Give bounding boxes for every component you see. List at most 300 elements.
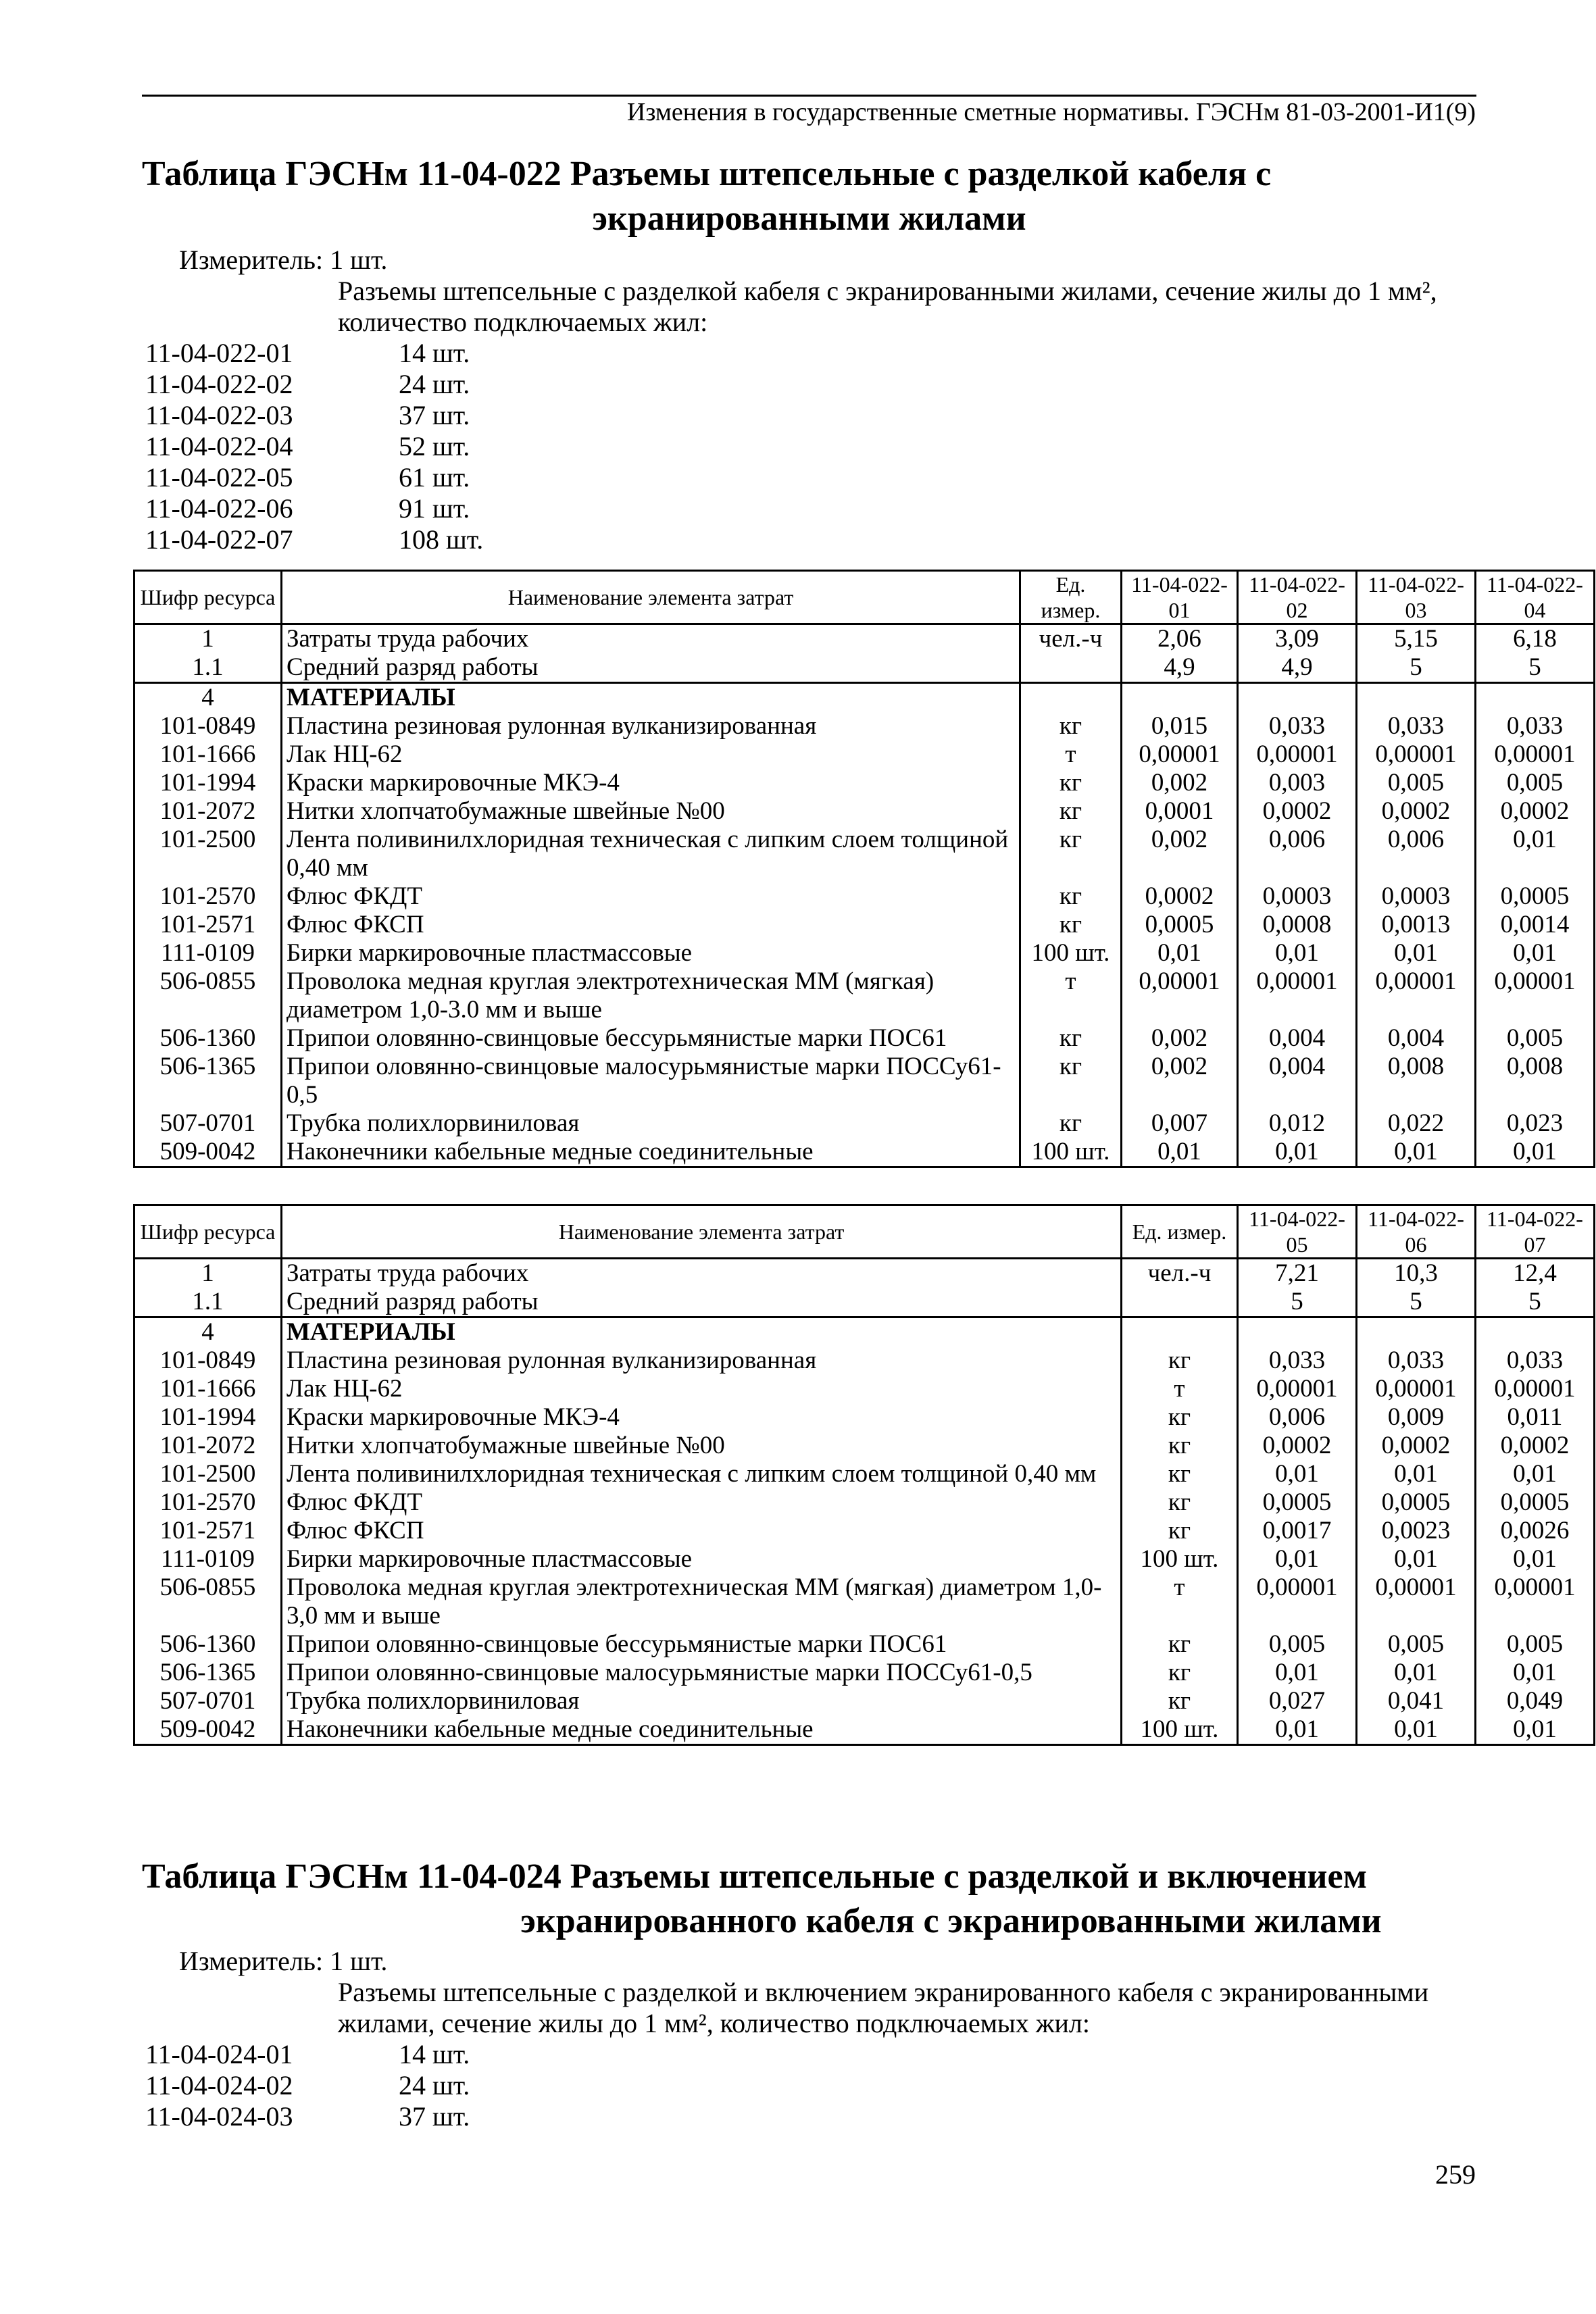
- code-row: [145, 338, 483, 369]
- table-title-line1: Таблица ГЭСНм 11-04-024 Разъемы штепсельные с разделкой и включением: [142, 1857, 1368, 1896]
- norm-value: 0,0017: [1238, 1517, 1357, 1545]
- resource-unit: кг: [1122, 1347, 1238, 1375]
- norm-value: 0,033: [1238, 712, 1357, 740]
- resource-unit: т: [1122, 1375, 1238, 1403]
- norm-value: 0,01: [1357, 1715, 1476, 1745]
- resource-unit: [1122, 1317, 1238, 1347]
- resource-unit: кг: [1122, 1659, 1238, 1687]
- norm-value: 0,0002: [1476, 1432, 1595, 1460]
- norm-value: 0,0005: [1122, 911, 1238, 939]
- resource-unit: т: [1020, 740, 1122, 769]
- resource-name: Краски маркировочные МКЭ-4: [282, 769, 1020, 797]
- resource-name: Затраты труда рабочих: [282, 1259, 1122, 1288]
- resource-name: Припои оловянно-свинцовые малосурьмянистые марки ПОССу61-0,5: [282, 1659, 1122, 1687]
- norm-value: 0,0002: [1357, 797, 1476, 826]
- norm-value: 0,01: [1476, 1545, 1595, 1574]
- norm-value: 2,06: [1122, 624, 1238, 654]
- norm-value: [1476, 1317, 1595, 1347]
- norm-value: [1357, 683, 1476, 713]
- resource-table-2: [133, 1204, 1595, 1746]
- table-row: [134, 1432, 1595, 1460]
- resource-unit: кг: [1122, 1488, 1238, 1517]
- norm-value: 0,01: [1357, 1138, 1476, 1167]
- resource-name: Лента поливинилхлоридная техническая с липким слоем толщиной 0,40 мм: [282, 1460, 1122, 1488]
- code-count: 52 шт.: [399, 431, 470, 461]
- resource-cipher: 111-0109: [134, 1545, 282, 1574]
- resource-name: Проволока медная круглая электротехническая ММ (мягкая) диаметром 1,0-3,0 мм и выше: [282, 1574, 1122, 1630]
- table-row: [134, 1375, 1595, 1403]
- norm-value: 0,049: [1476, 1687, 1595, 1715]
- code-id: 11-04-022-07: [145, 524, 293, 555]
- resource-name: Припои оловянно-свинцовые бессурьмянистые марки ПОС61: [282, 1630, 1122, 1659]
- resource-unit: кг: [1122, 1517, 1238, 1545]
- norm-value: 0,0005: [1476, 1488, 1595, 1517]
- col-norm: 11-04-022-03: [1357, 571, 1476, 624]
- resource-unit: кг: [1122, 1403, 1238, 1432]
- norm-value: 0,006: [1238, 1403, 1357, 1432]
- code-row: [145, 431, 483, 462]
- resource-unit: кг: [1122, 1630, 1238, 1659]
- code-list: [145, 338, 483, 555]
- table-title-022: [142, 152, 1476, 241]
- resource-name: Проволока медная круглая электротехническая ММ (мягкая) диаметром 1,0-3.0 мм и выше: [282, 967, 1020, 1024]
- norm-value: 0,006: [1238, 826, 1357, 882]
- norm-value: 0,01: [1357, 939, 1476, 967]
- resource-unit: 100 шт.: [1020, 939, 1122, 967]
- resource-cipher: 101-1666: [134, 1375, 282, 1403]
- norm-value: 0,00001: [1476, 1375, 1595, 1403]
- table-title-line1: Таблица ГЭСНм 11-04-022 Разъемы штепсельные с разделкой кабеля с: [142, 155, 1272, 193]
- norm-value: 0,008: [1357, 1053, 1476, 1109]
- norm-value: 0,011: [1476, 1403, 1595, 1432]
- resource-name: Лента поливинилхлоридная техническая с липким слоем толщиной 0,40 мм: [282, 826, 1020, 882]
- resource-name: Припои оловянно-свинцовые малосурьмянистые марки ПОССу61-0,5: [282, 1053, 1020, 1109]
- norm-value: 0,00001: [1238, 740, 1357, 769]
- norm-value: 0,01: [1238, 939, 1357, 967]
- table-row: [134, 1024, 1595, 1053]
- table-row: [134, 1517, 1595, 1545]
- resource-unit: кг: [1020, 911, 1122, 939]
- code-id: 11-04-022-05: [145, 462, 293, 493]
- norm-value: 0,0013: [1357, 911, 1476, 939]
- col-cipher: Шифр ресурса: [134, 571, 282, 624]
- table-row: [134, 1347, 1595, 1375]
- norm-value: 5: [1357, 1288, 1476, 1317]
- norm-value: 0,01: [1476, 1659, 1595, 1687]
- code-count: 24 шт.: [399, 2070, 470, 2101]
- norm-value: [1122, 683, 1238, 713]
- code-id: 11-04-024-03: [145, 2101, 293, 2132]
- resource-unit: 100 шт.: [1020, 1138, 1122, 1167]
- resource-name: Наконечники кабельные медные соединительные: [282, 1715, 1122, 1745]
- code-id: 11-04-022-04: [145, 431, 293, 461]
- table-row: [134, 1317, 1595, 1347]
- norm-value: 0,0026: [1476, 1517, 1595, 1545]
- code-row: [145, 400, 483, 431]
- code-row: [145, 2070, 470, 2101]
- resource-unit: кг: [1020, 769, 1122, 797]
- norm-value: 0,01: [1476, 1715, 1595, 1745]
- table-row: [134, 1630, 1595, 1659]
- norm-value: 0,01: [1357, 1659, 1476, 1687]
- resource-name: Затраты труда рабочих: [282, 624, 1020, 654]
- norm-value: 0,0003: [1357, 882, 1476, 911]
- table-row: [134, 1288, 1595, 1317]
- resource-name: Пластина резиновая рулонная вулканизированная: [282, 1347, 1122, 1375]
- norm-value: 0,0002: [1238, 797, 1357, 826]
- col-unit: Ед. измер.: [1122, 1205, 1238, 1259]
- table-row: [134, 683, 1595, 713]
- col-norm: 11-04-022-06: [1357, 1205, 1476, 1259]
- table-row: [134, 1109, 1595, 1138]
- resource-unit: чел.-ч: [1020, 624, 1122, 654]
- resource-name: Лак НЦ-62: [282, 740, 1020, 769]
- resource-unit: кг: [1020, 1109, 1122, 1138]
- resource-cipher: 101-2500: [134, 1460, 282, 1488]
- norm-value: 0,022: [1357, 1109, 1476, 1138]
- resource-cipher: 101-1994: [134, 769, 282, 797]
- table-title-line2: экранированными жилами: [592, 199, 1026, 238]
- resource-name: Бирки маркировочные пластмассовые: [282, 1545, 1122, 1574]
- table-row: [134, 826, 1595, 882]
- resource-cipher: 1: [134, 1259, 282, 1288]
- resource-cipher: 509-0042: [134, 1715, 282, 1745]
- resource-unit: кг: [1020, 882, 1122, 911]
- norm-value: 0,033: [1476, 1347, 1595, 1375]
- resource-name: Средний разряд работы: [282, 653, 1020, 683]
- code-count: 14 шт.: [399, 2039, 470, 2069]
- resource-cipher: 507-0701: [134, 1109, 282, 1138]
- code-count: 14 шт.: [399, 338, 470, 368]
- table-row: [134, 797, 1595, 826]
- norm-value: 0,00001: [1238, 1375, 1357, 1403]
- code-id: 11-04-022-03: [145, 400, 293, 430]
- table-description: Разъемы штепсельные с разделкой кабеля с экранированными жилами, сечение жилы до 1 мм², количество подключаемых жил:: [338, 276, 1437, 337]
- table-row: [134, 1138, 1595, 1167]
- norm-value: 0,00001: [1476, 967, 1595, 1024]
- resource-name: Бирки маркировочные пластмассовые: [282, 939, 1020, 967]
- resource-unit: чел.-ч: [1122, 1259, 1238, 1288]
- norm-value: 0,0005: [1238, 1488, 1357, 1517]
- code-row: [145, 493, 483, 524]
- table-row: [134, 1545, 1595, 1574]
- norm-value: 10,3: [1357, 1259, 1476, 1288]
- resource-name: Флюс ФКДТ: [282, 1488, 1122, 1517]
- norm-value: 0,008: [1476, 1053, 1595, 1109]
- norm-value: 0,01: [1238, 1659, 1357, 1687]
- norm-value: 0,0002: [1357, 1432, 1476, 1460]
- code-row: [145, 2039, 470, 2070]
- code-row: [145, 524, 483, 555]
- norm-value: 0,002: [1122, 1053, 1238, 1109]
- norm-value: 0,002: [1122, 1024, 1238, 1053]
- norm-value: 0,0005: [1476, 882, 1595, 911]
- resource-unit: [1020, 683, 1122, 713]
- measure-unit: Измеритель: 1 шт.: [179, 245, 388, 275]
- norm-value: 0,002: [1122, 826, 1238, 882]
- resource-cipher: 101-0849: [134, 1347, 282, 1375]
- resource-name: Краски маркировочные МКЭ-4: [282, 1403, 1122, 1432]
- table-description: Разъемы штепсельные с разделкой и включением экранированного кабеля с экранированными жилами, сечение жилы до 1 мм², количество подключаемых жил:: [338, 1977, 1429, 2038]
- norm-value: 0,0003: [1238, 882, 1357, 911]
- col-norm: 11-04-022-01: [1122, 571, 1238, 624]
- norm-value: 5: [1476, 1288, 1595, 1317]
- resource-unit: кг: [1020, 1053, 1122, 1109]
- norm-value: 0,023: [1476, 1109, 1595, 1138]
- table-title-line2: экранированного кабеля с экранированными жилами: [520, 1902, 1382, 1940]
- norm-value: 0,00001: [1357, 967, 1476, 1024]
- resource-name: Флюс ФКСП: [282, 911, 1020, 939]
- resource-name: Нитки хлопчатобумажные швейные №00: [282, 797, 1020, 826]
- table-title-024: [142, 1855, 1476, 1944]
- norm-value: 0,002: [1122, 769, 1238, 797]
- norm-value: 0,033: [1238, 1347, 1357, 1375]
- norm-value: 0,0023: [1357, 1517, 1476, 1545]
- norm-value: 0,00001: [1476, 740, 1595, 769]
- resource-name: Нитки хлопчатобумажные швейные №00: [282, 1432, 1122, 1460]
- norm-value: 0,01: [1476, 1138, 1595, 1167]
- col-name: Наименование элемента затрат: [282, 571, 1020, 624]
- resource-name: Наконечники кабельные медные соединительные: [282, 1138, 1020, 1167]
- resource-unit: [1020, 653, 1122, 683]
- table-row: [134, 712, 1595, 740]
- norm-value: 5: [1476, 653, 1595, 683]
- norm-value: 0,01: [1476, 939, 1595, 967]
- resource-cipher: 506-0855: [134, 1574, 282, 1630]
- col-norm: 11-04-022-04: [1476, 571, 1595, 624]
- norm-value: 0,01: [1122, 1138, 1238, 1167]
- norm-value: 12,4: [1476, 1259, 1595, 1288]
- norm-value: 0,004: [1238, 1053, 1357, 1109]
- norm-value: 0,005: [1357, 769, 1476, 797]
- resource-cipher: 506-1360: [134, 1630, 282, 1659]
- resource-cipher: 101-2570: [134, 882, 282, 911]
- resource-cipher: 506-1365: [134, 1659, 282, 1687]
- code-id: 11-04-024-01: [145, 2039, 293, 2069]
- norm-value: 5: [1238, 1288, 1357, 1317]
- resource-unit: [1122, 1288, 1238, 1317]
- resource-cipher: 506-0855: [134, 967, 282, 1024]
- resource-cipher: 101-0849: [134, 712, 282, 740]
- resource-name: МАТЕРИАЛЫ: [282, 1317, 1122, 1347]
- resource-cipher: 101-1666: [134, 740, 282, 769]
- resource-name: Лак НЦ-62: [282, 1375, 1122, 1403]
- resource-cipher: 1.1: [134, 1288, 282, 1317]
- resource-cipher: 101-2072: [134, 797, 282, 826]
- norm-value: 0,00001: [1357, 1375, 1476, 1403]
- table-row: [134, 1574, 1595, 1630]
- measure-unit: Измеритель: 1 шт.: [179, 1946, 388, 1976]
- norm-value: 6,18: [1476, 624, 1595, 654]
- norm-value: 0,005: [1357, 1630, 1476, 1659]
- resource-unit: кг: [1020, 1024, 1122, 1053]
- norm-value: [1238, 1317, 1357, 1347]
- norm-value: 0,005: [1476, 1630, 1595, 1659]
- resource-cipher: 1.1: [134, 653, 282, 683]
- table-row: [134, 882, 1595, 911]
- resource-name: МАТЕРИАЛЫ: [282, 683, 1020, 713]
- resource-cipher: 507-0701: [134, 1687, 282, 1715]
- resource-name: Средний разряд работы: [282, 1288, 1122, 1317]
- norm-value: [1357, 1317, 1476, 1347]
- resource-unit: 100 шт.: [1122, 1545, 1238, 1574]
- code-id: 11-04-022-02: [145, 369, 293, 399]
- norm-value: 0,01: [1357, 1545, 1476, 1574]
- resource-name: Трубка полихлорвиниловая: [282, 1687, 1122, 1715]
- norm-value: 0,01: [1238, 1715, 1357, 1745]
- col-norm: 11-04-022-02: [1238, 571, 1357, 624]
- norm-value: 0,00001: [1357, 740, 1476, 769]
- norm-value: 0,01: [1238, 1138, 1357, 1167]
- table-row: [134, 1488, 1595, 1517]
- code-count: 37 шт.: [399, 2101, 470, 2132]
- resource-cipher: 101-1994: [134, 1403, 282, 1432]
- resource-unit: кг: [1122, 1687, 1238, 1715]
- col-unit: Ед. измер.: [1020, 571, 1122, 624]
- norm-value: 0,0002: [1476, 797, 1595, 826]
- code-id: 11-04-022-01: [145, 338, 293, 368]
- norm-value: 0,005: [1476, 1024, 1595, 1053]
- norm-value: 0,015: [1122, 712, 1238, 740]
- code-row: [145, 2101, 470, 2132]
- norm-value: 0,01: [1122, 939, 1238, 967]
- resource-table-1: [133, 570, 1595, 1168]
- norm-value: 0,041: [1357, 1687, 1476, 1715]
- code-row: [145, 369, 483, 400]
- norm-value: 0,033: [1357, 712, 1476, 740]
- norm-value: 0,00001: [1238, 967, 1357, 1024]
- norm-value: 4,9: [1122, 653, 1238, 683]
- table-row: [134, 740, 1595, 769]
- norm-value: 0,005: [1238, 1630, 1357, 1659]
- table-row: [134, 1053, 1595, 1109]
- code-id: 11-04-022-06: [145, 493, 293, 524]
- resource-name: Припои оловянно-свинцовые бессурьмянистые марки ПОС61: [282, 1024, 1020, 1053]
- table-row: [134, 1687, 1595, 1715]
- resource-unit: 100 шт.: [1122, 1715, 1238, 1745]
- resource-cipher: 506-1365: [134, 1053, 282, 1109]
- resource-unit: кг: [1020, 712, 1122, 740]
- code-count: 24 шт.: [399, 369, 470, 399]
- resource-unit: кг: [1122, 1432, 1238, 1460]
- table-row: [134, 1259, 1595, 1288]
- running-header: Изменения в государственные сметные нормативы. ГЭСНм 81-03-2001-И1(9): [626, 98, 1476, 126]
- code-count: 91 шт.: [399, 493, 470, 524]
- resource-cipher: 1: [134, 624, 282, 654]
- norm-value: 0,0014: [1476, 911, 1595, 939]
- norm-value: 0,004: [1238, 1024, 1357, 1053]
- norm-value: 0,004: [1357, 1024, 1476, 1053]
- norm-value: 0,00001: [1357, 1574, 1476, 1630]
- norm-value: 0,01: [1357, 1460, 1476, 1488]
- resource-name: Пластина резиновая рулонная вулканизированная: [282, 712, 1020, 740]
- norm-value: 4,9: [1238, 653, 1357, 683]
- resource-name: Трубка полихлорвиниловая: [282, 1109, 1020, 1138]
- resource-cipher: 509-0042: [134, 1138, 282, 1167]
- norm-value: 0,0001: [1122, 797, 1238, 826]
- norm-value: 0,012: [1238, 1109, 1357, 1138]
- code-list: [145, 2039, 470, 2132]
- resource-cipher: 111-0109: [134, 939, 282, 967]
- resource-name: Флюс ФКДТ: [282, 882, 1020, 911]
- norm-value: [1476, 683, 1595, 713]
- norm-value: 0,01: [1238, 1460, 1357, 1488]
- resource-cipher: 506-1360: [134, 1024, 282, 1053]
- resource-cipher: 101-2500: [134, 826, 282, 882]
- norm-value: 0,033: [1476, 712, 1595, 740]
- norm-value: [1238, 683, 1357, 713]
- table-row: [134, 1460, 1595, 1488]
- code-count: 108 шт.: [399, 524, 484, 555]
- resource-unit: кг: [1020, 826, 1122, 882]
- norm-value: 0,007: [1122, 1109, 1238, 1138]
- col-norm: 11-04-022-07: [1476, 1205, 1595, 1259]
- resource-unit: кг: [1122, 1460, 1238, 1488]
- norm-value: 0,01: [1476, 826, 1595, 882]
- resource-cipher: 4: [134, 1317, 282, 1347]
- resource-cipher: 101-2072: [134, 1432, 282, 1460]
- norm-value: 0,0005: [1357, 1488, 1476, 1517]
- table-row: [134, 1715, 1595, 1745]
- col-norm: 11-04-022-05: [1238, 1205, 1357, 1259]
- code-count: 61 шт.: [399, 462, 470, 493]
- norm-value: 0,01: [1476, 1460, 1595, 1488]
- table-row: [134, 769, 1595, 797]
- norm-value: 0,0002: [1122, 882, 1238, 911]
- norm-value: 5,15: [1357, 624, 1476, 654]
- table-row: [134, 1659, 1595, 1687]
- norm-value: 0,003: [1238, 769, 1357, 797]
- norm-value: 5: [1357, 653, 1476, 683]
- table-row: [134, 967, 1595, 1024]
- resource-unit: т: [1122, 1574, 1238, 1630]
- norm-value: 0,00001: [1122, 967, 1238, 1024]
- page-number: 259: [1435, 2159, 1476, 2190]
- header-rule: [142, 95, 1476, 97]
- table-row: [134, 653, 1595, 683]
- col-name: Наименование элемента затрат: [282, 1205, 1122, 1259]
- resource-cipher: 101-2570: [134, 1488, 282, 1517]
- norm-value: 0,0008: [1238, 911, 1357, 939]
- norm-value: 0,01: [1238, 1545, 1357, 1574]
- norm-value: 0,033: [1357, 1347, 1476, 1375]
- col-cipher: Шифр ресурса: [134, 1205, 282, 1259]
- resource-unit: кг: [1020, 797, 1122, 826]
- code-id: 11-04-024-02: [145, 2070, 293, 2101]
- resource-unit: т: [1020, 967, 1122, 1024]
- table-row: [134, 911, 1595, 939]
- norm-value: 0,009: [1357, 1403, 1476, 1432]
- norm-value: 0,00001: [1476, 1574, 1595, 1630]
- code-count: 37 шт.: [399, 400, 470, 430]
- table-row: [134, 939, 1595, 967]
- norm-value: 0,00001: [1238, 1574, 1357, 1630]
- norm-value: 0,006: [1357, 826, 1476, 882]
- resource-cipher: 101-2571: [134, 911, 282, 939]
- resource-name: Флюс ФКСП: [282, 1517, 1122, 1545]
- norm-value: 0,00001: [1122, 740, 1238, 769]
- table-row: [134, 1403, 1595, 1432]
- resource-cipher: 101-2571: [134, 1517, 282, 1545]
- code-row: [145, 462, 483, 493]
- norm-value: 0,0002: [1238, 1432, 1357, 1460]
- norm-value: 0,005: [1476, 769, 1595, 797]
- norm-value: 0,027: [1238, 1687, 1357, 1715]
- table-row: [134, 624, 1595, 654]
- resource-cipher: 4: [134, 683, 282, 713]
- norm-value: 3,09: [1238, 624, 1357, 654]
- norm-value: 7,21: [1238, 1259, 1357, 1288]
